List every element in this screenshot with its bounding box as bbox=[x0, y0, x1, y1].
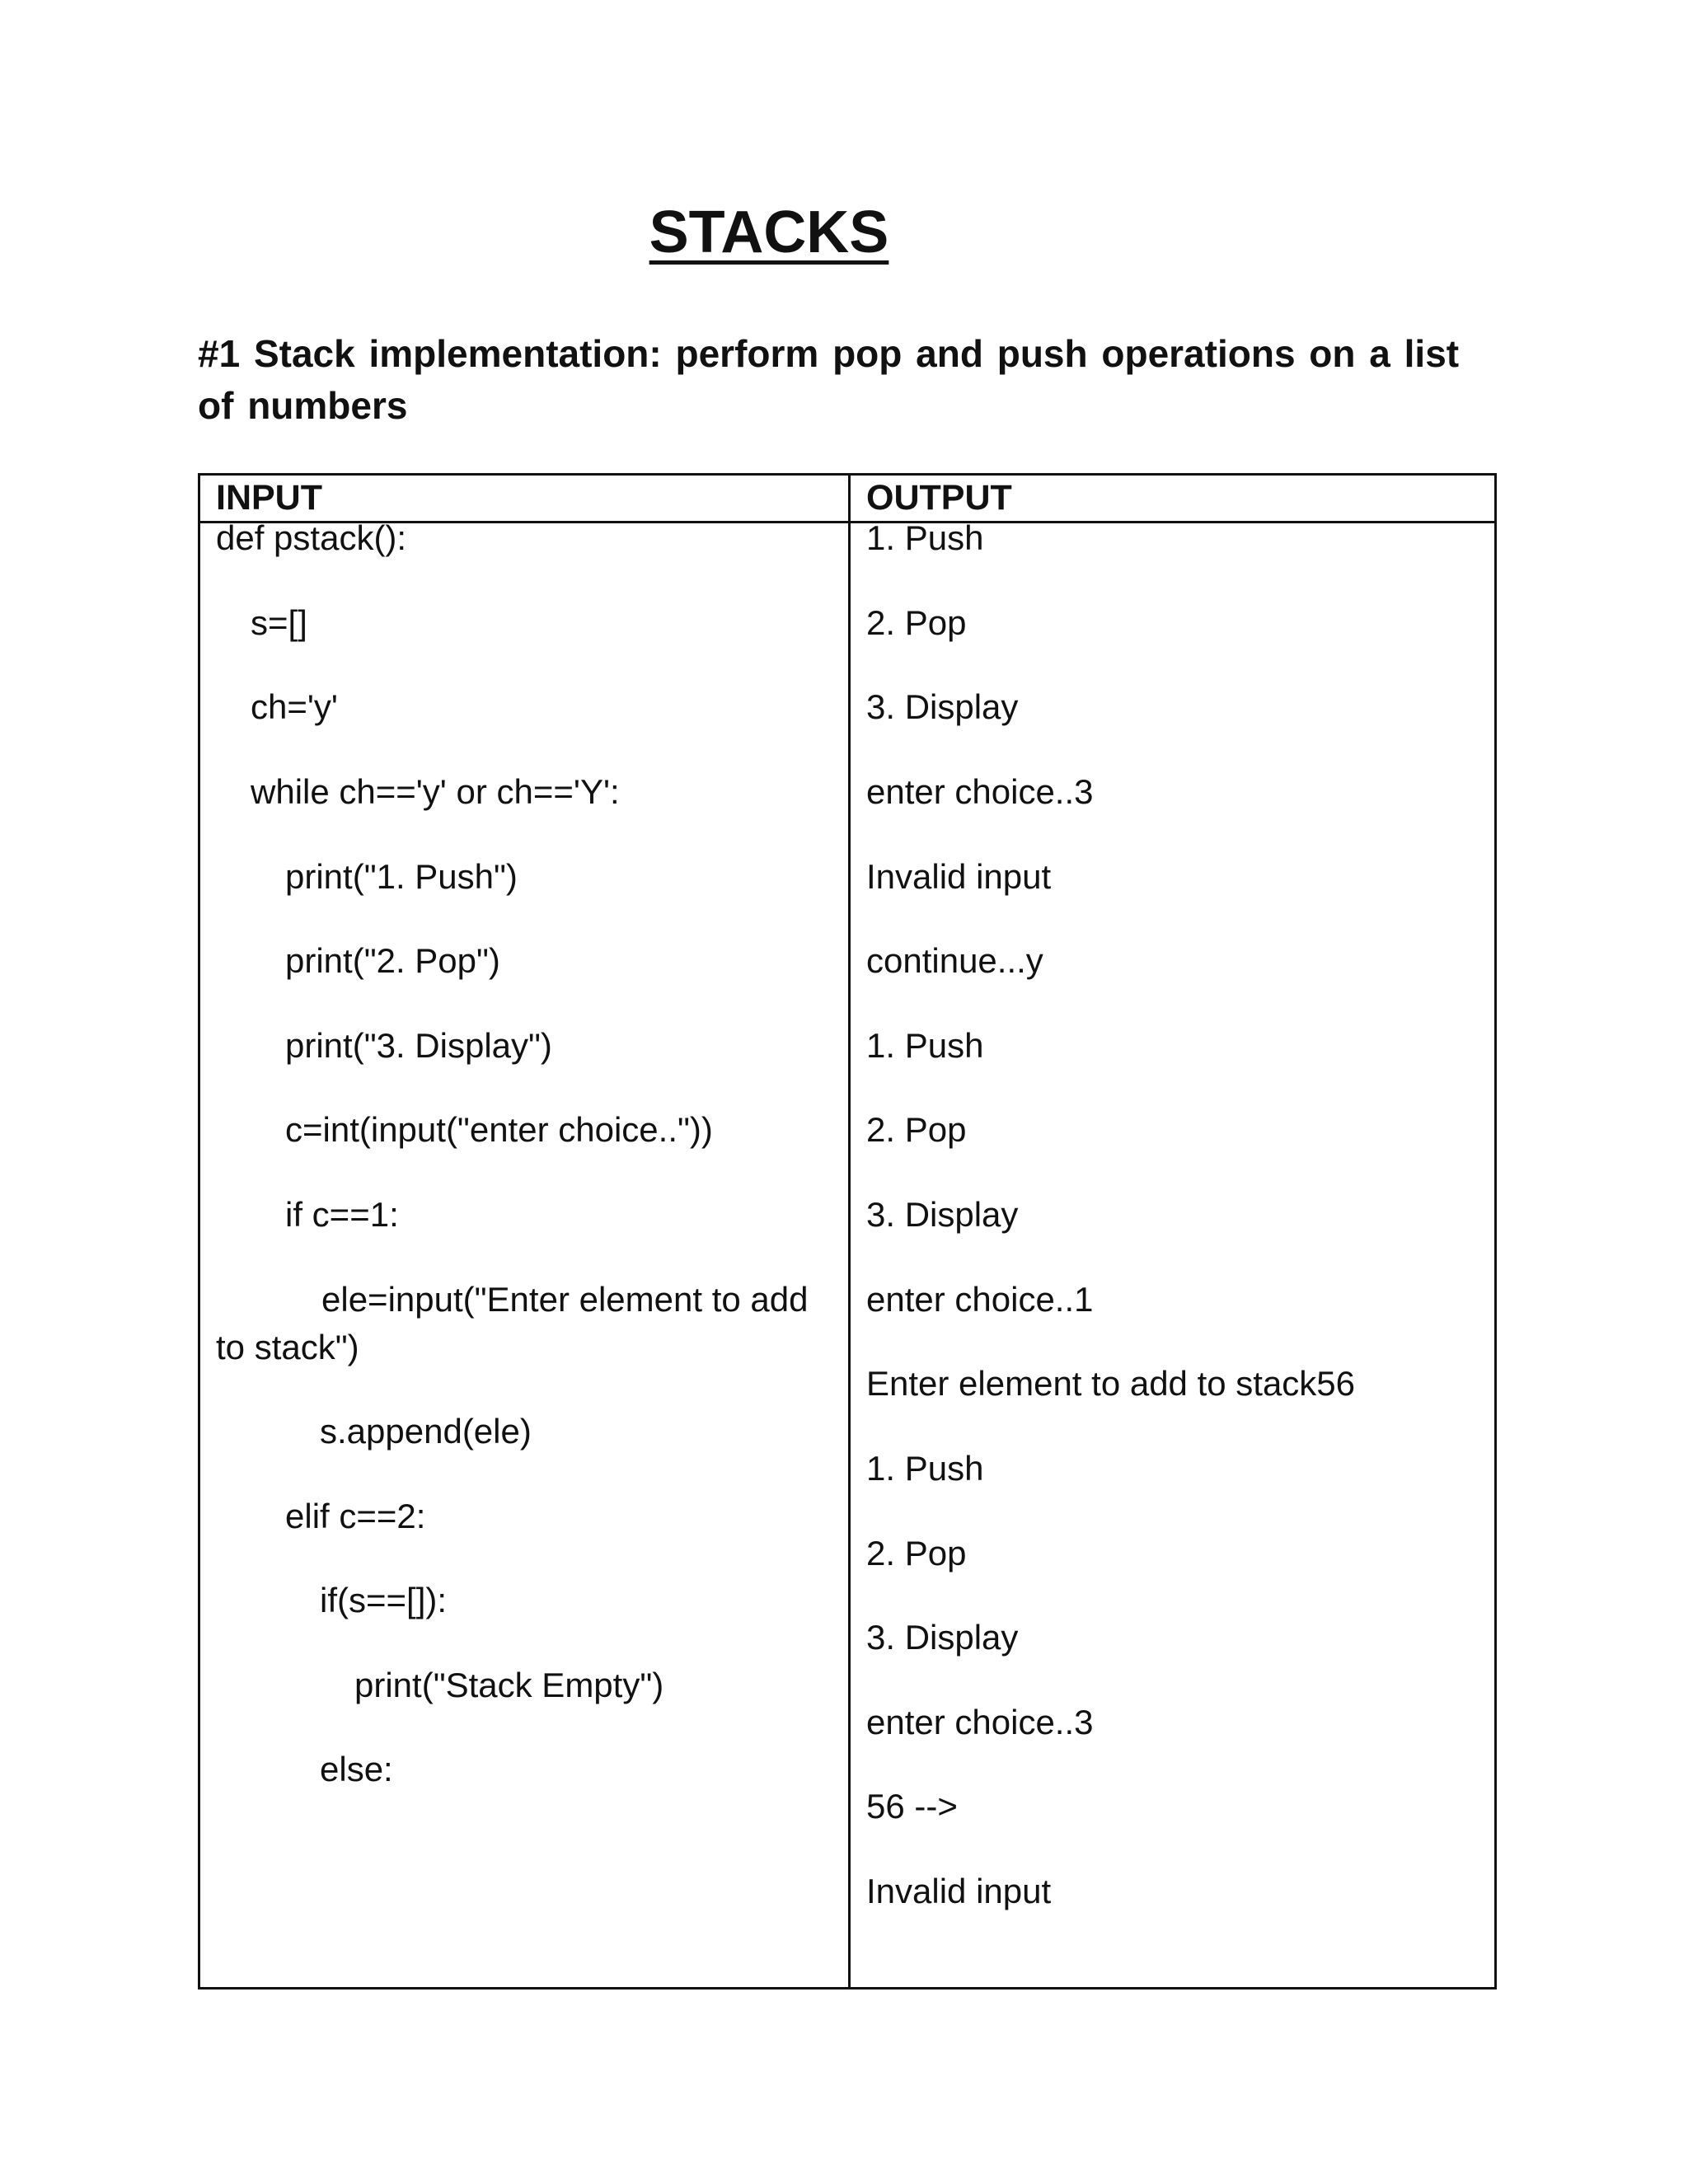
code-line: if c==1: bbox=[285, 1195, 399, 1234]
code-line: c=int(input("enter choice..")) bbox=[285, 1110, 713, 1149]
code-line: print("2. Pop") bbox=[285, 941, 500, 980]
output-line: enter choice..1 bbox=[866, 1280, 1094, 1319]
code-line: else: bbox=[320, 1750, 393, 1788]
output-column-header: OUTPUT bbox=[866, 478, 1012, 518]
output-line: 2. Pop bbox=[866, 1110, 967, 1149]
column-divider bbox=[848, 473, 851, 1990]
output-line: 3. Display bbox=[866, 1195, 1019, 1234]
exercise-heading: #1 Stack implementation: perform pop and push operations on a list of numbers bbox=[198, 332, 1460, 427]
code-line: print("1. Push") bbox=[285, 857, 518, 896]
code-line: def pstack(): bbox=[216, 518, 407, 557]
code-line: s.append(ele) bbox=[320, 1412, 532, 1451]
code-line: s=[] bbox=[251, 603, 307, 642]
input-column-header: INPUT bbox=[216, 478, 322, 518]
code-line: print("3. Display") bbox=[285, 1026, 552, 1065]
output-line: Invalid input bbox=[866, 1872, 1052, 1910]
code-line: while ch=='y' or ch=='Y': bbox=[251, 772, 620, 811]
output-line: 56 --> bbox=[866, 1787, 958, 1825]
output-line: 1. Push bbox=[866, 1026, 984, 1065]
code-line: if(s==[]): bbox=[320, 1581, 448, 1619]
output-line: enter choice..3 bbox=[866, 772, 1094, 811]
output-line: 3. Display bbox=[866, 687, 1019, 726]
output-line: 2. Pop bbox=[866, 1534, 967, 1572]
output-line: enter choice..3 bbox=[866, 1703, 1094, 1741]
code-line: elif c==2: bbox=[285, 1497, 426, 1535]
code-line: ch='y' bbox=[251, 687, 338, 726]
output-line: Enter element to add to stack56 bbox=[866, 1364, 1356, 1403]
output-line: 3. Display bbox=[866, 1618, 1019, 1657]
output-line: continue...y bbox=[866, 941, 1043, 980]
output-line: 2. Pop bbox=[866, 603, 967, 642]
code-line: print("Stack Empty") bbox=[354, 1666, 664, 1704]
output-line: 1. Push bbox=[866, 518, 984, 557]
page-title: STACKS bbox=[649, 199, 889, 265]
output-line: Invalid input bbox=[866, 857, 1052, 896]
output-line: 1. Push bbox=[866, 1449, 984, 1488]
code-line: ele=input("Enter element to add to stack") bbox=[216, 1280, 809, 1366]
